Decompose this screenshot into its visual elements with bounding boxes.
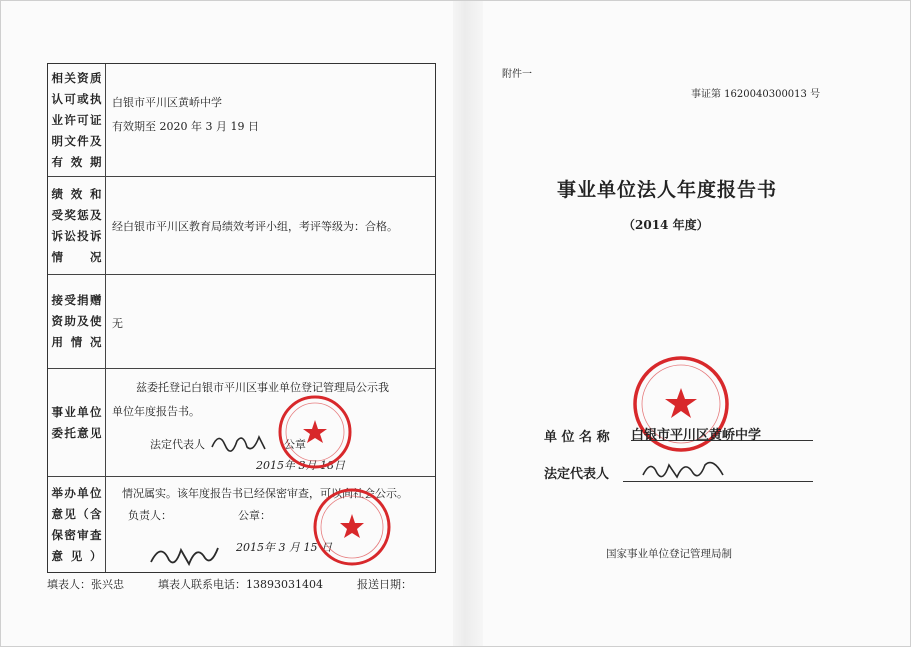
submit-date-label: 报送日期： (356, 578, 412, 591)
row-label (48, 177, 106, 274)
issuer-text: 国家事业单位登记管理局制 (606, 548, 732, 560)
sponsor-line1: 情况属实。该年度报告书已经保密审查，可以向社会公示。 (122, 487, 408, 500)
row-entrust (48, 368, 435, 476)
appendix-label: 附件一 (502, 69, 532, 80)
filler-text: 填表人：张兴忠 (47, 578, 124, 591)
row-qualification (48, 64, 435, 176)
legal-rep-signature-icon (209, 427, 269, 457)
row-content (110, 177, 429, 274)
label-text: 接受捐赠 资助及使 用情况 (51, 293, 102, 349)
row-content (110, 64, 429, 176)
official-seal-icon (276, 393, 354, 471)
row-label (48, 64, 106, 176)
entrust-date: 2015年 3月 18日 (256, 459, 345, 472)
cover-title: 事业单位法人年度报告书 (557, 179, 778, 201)
row-content (110, 275, 429, 368)
row-label (48, 477, 106, 572)
report-year: （2014 年度） (623, 218, 709, 232)
label-text: 绩效和 受奖惩及 诉讼投诉 情况 (51, 186, 102, 264)
entrust-line1: 兹委托登记白银市平川区事业单位登记管理局公示我 (136, 381, 389, 394)
row-label (48, 369, 106, 476)
unit-name-line (631, 424, 813, 441)
validity-text: 有效期至 2020 年 3 月 19 日 (112, 120, 259, 133)
sponsor-seal-icon (311, 486, 393, 568)
cover-signature-icon (639, 453, 729, 487)
row-content (110, 369, 429, 476)
label-text: 相关资质 认可或执 业许可证 明文件及 有效期 (51, 70, 102, 169)
entrust-line2: 单位年度报告书。 (112, 405, 200, 418)
row-donations (48, 274, 435, 368)
row-label (48, 275, 106, 368)
row-performance (48, 176, 435, 274)
label-text: 事业单位 委托意见 (51, 404, 102, 440)
responsible-signature-icon (147, 536, 222, 571)
unit-name-value: 白银市平川区黄峤中学 (631, 428, 762, 443)
page-spine (453, 1, 483, 646)
certificate-number: 事证第 1620040300013 号 (691, 89, 821, 100)
sponsor-seal-label: 公章： (238, 509, 271, 522)
responsible-label: 负责人： (128, 509, 172, 522)
unit-name-label: 单 位 名 称 (544, 430, 610, 445)
form-footer (47, 576, 436, 592)
label-text: 举办单位 意见（含 保密审查 意见） (51, 485, 102, 563)
phone-text: 填表人联系电话：13893031404 (158, 578, 323, 591)
legal-rep-label: 法定代表人 (150, 438, 205, 451)
sponsor-date: 2015年 3 月 15 日 (236, 541, 332, 554)
performance-text: 经白银市平川区教育局绩效考评小组，考评等级为：合格。 (112, 220, 398, 233)
legal-rep-cover-label: 法定代表人 (544, 467, 610, 482)
seal-label: 公章 (284, 438, 306, 451)
school-name-text: 白银市平川区黄峤中学 (112, 96, 222, 109)
donations-text: 无 (112, 317, 123, 330)
